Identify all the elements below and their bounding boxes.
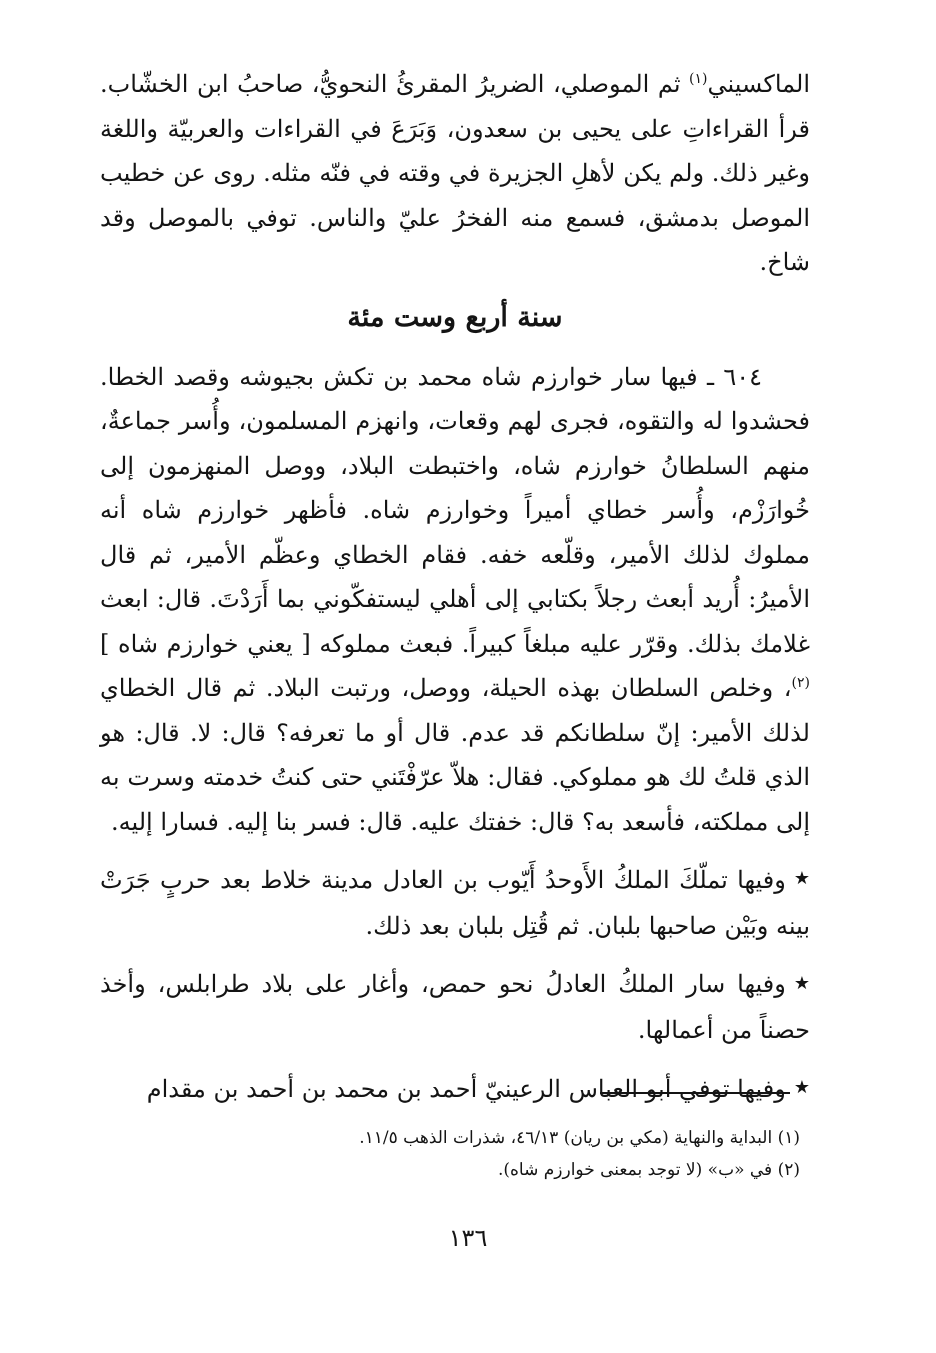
bullet-text-1: وفيها تملّكَ الملكُ الأَوحدُ أَيّوب بن العادل مدينة خلاط بعد حربٍ جَرَتْ بينه وبَيْن صاحبها بلبان. ثم قُتِل بلبان بعد ذلك.	[100, 866, 810, 940]
paragraph-intro	[100, 62, 810, 285]
footnote-1: (١) البداية والنهاية (مكي بن ريان) ٤٦/١٣، شذرات الذهب ١١/٥.	[359, 1128, 800, 1148]
star-icon: ★	[793, 972, 810, 994]
paragraph-intro-text: الماكسيني	[707, 70, 810, 98]
paragraph-main	[100, 355, 810, 845]
star-icon: ★	[793, 1076, 810, 1098]
footnotes	[140, 1122, 800, 1186]
footnote-ref-2[interactable]: (٢)	[791, 675, 810, 691]
page-number: ١٣٦	[448, 1224, 488, 1252]
footnote-divider	[600, 1092, 790, 1094]
footnote-2: (٢) في «ب» (لا توجد بمعنى خوارزم شاه).	[497, 1160, 800, 1180]
footnote-ref-1[interactable]: (١)	[689, 71, 708, 87]
page-body	[100, 62, 810, 1112]
paragraph-intro-rest: ثم الموصلي، الضريرُ المقرئُ النحويُّ، صاحبُ ابن الخشّاب. قرأ القراءاتِ على يحيى بن سعدون، وَبَرَعَ في القراءات والعربيّة واللغة وغير ذلك. ولم يكن لأهلِ الجزيرة في وقته في فنّه مثله. روى عن خطيب الموصل بدمشق، فسمع منه الفخرُ عليّ والناس. توفي بالموصل وقد شاخ.	[100, 70, 810, 276]
section-heading: سنة أربع وست مئة	[347, 301, 563, 333]
bullet-item-2	[100, 962, 810, 1052]
bullet-item-3	[100, 1067, 810, 1113]
bullet-text-2: وفيها سار الملكُ العادلُ نحو حمص، وأغار على بلاد طرابلس، وأخذ حصناً من أعمالها.	[100, 970, 810, 1044]
paragraph-main-text: ٦٠٤ ـ فيها سار خوارزم شاه محمد بن تكش بجيوشه وقصد الخطا. فحشدوا له والتقوه، فجرى لهم وقعات، وانهزم المسلمون، وأُسر جماعةٌ، منهم السلطانُ خوارزم شاه، واختبطت البلاد، ووصل المنهزمون إلى خُوارَزْم، وأُسر خطاي أميراً وخوارزم شاه. فأظهر خوارزم شاه أنه مملوك لذلك الأمير، وقلّعه خفه. فقام الخطاي وعظّم الأمير، ثم قال الأميرُ: أُريد أبعث رجلاً بكتابي إلى أهلي ليستفكّوني بما أَرَدْتَ. قال: ابعث غلامك بذلك. وقرّر عليه مبلغاً كبيراً. فبعث مملوكه [ يعني خوارزم شاه ]	[100, 362, 810, 658]
paragraph-main-rest: ، وخلص السلطان بهذه الحيلة، ووصل، ورتبت البلاد. ثم قال الخطاي لذلك الأمير: إنّ سلطانكم قد عدم. قال أو ما تعرفه؟ قال: لا. قال: هو الذي قلتُ لك هو مملوكي. فقال: هلاّ عرّفْتَني حتى كنتُ خدمته وسرت به إلى مملكته، فأسعد به؟ قال: خفتك عليه. قال: فسر بنا إليه. فسارا إليه.	[100, 674, 810, 836]
star-icon: ★	[793, 868, 810, 890]
bullet-text-3: وفيها توفي أبو العباس الرعينيّ أحمد بن محمد بن أحمد بن مقدام	[146, 1074, 786, 1103]
bullet-item-1	[100, 858, 810, 948]
